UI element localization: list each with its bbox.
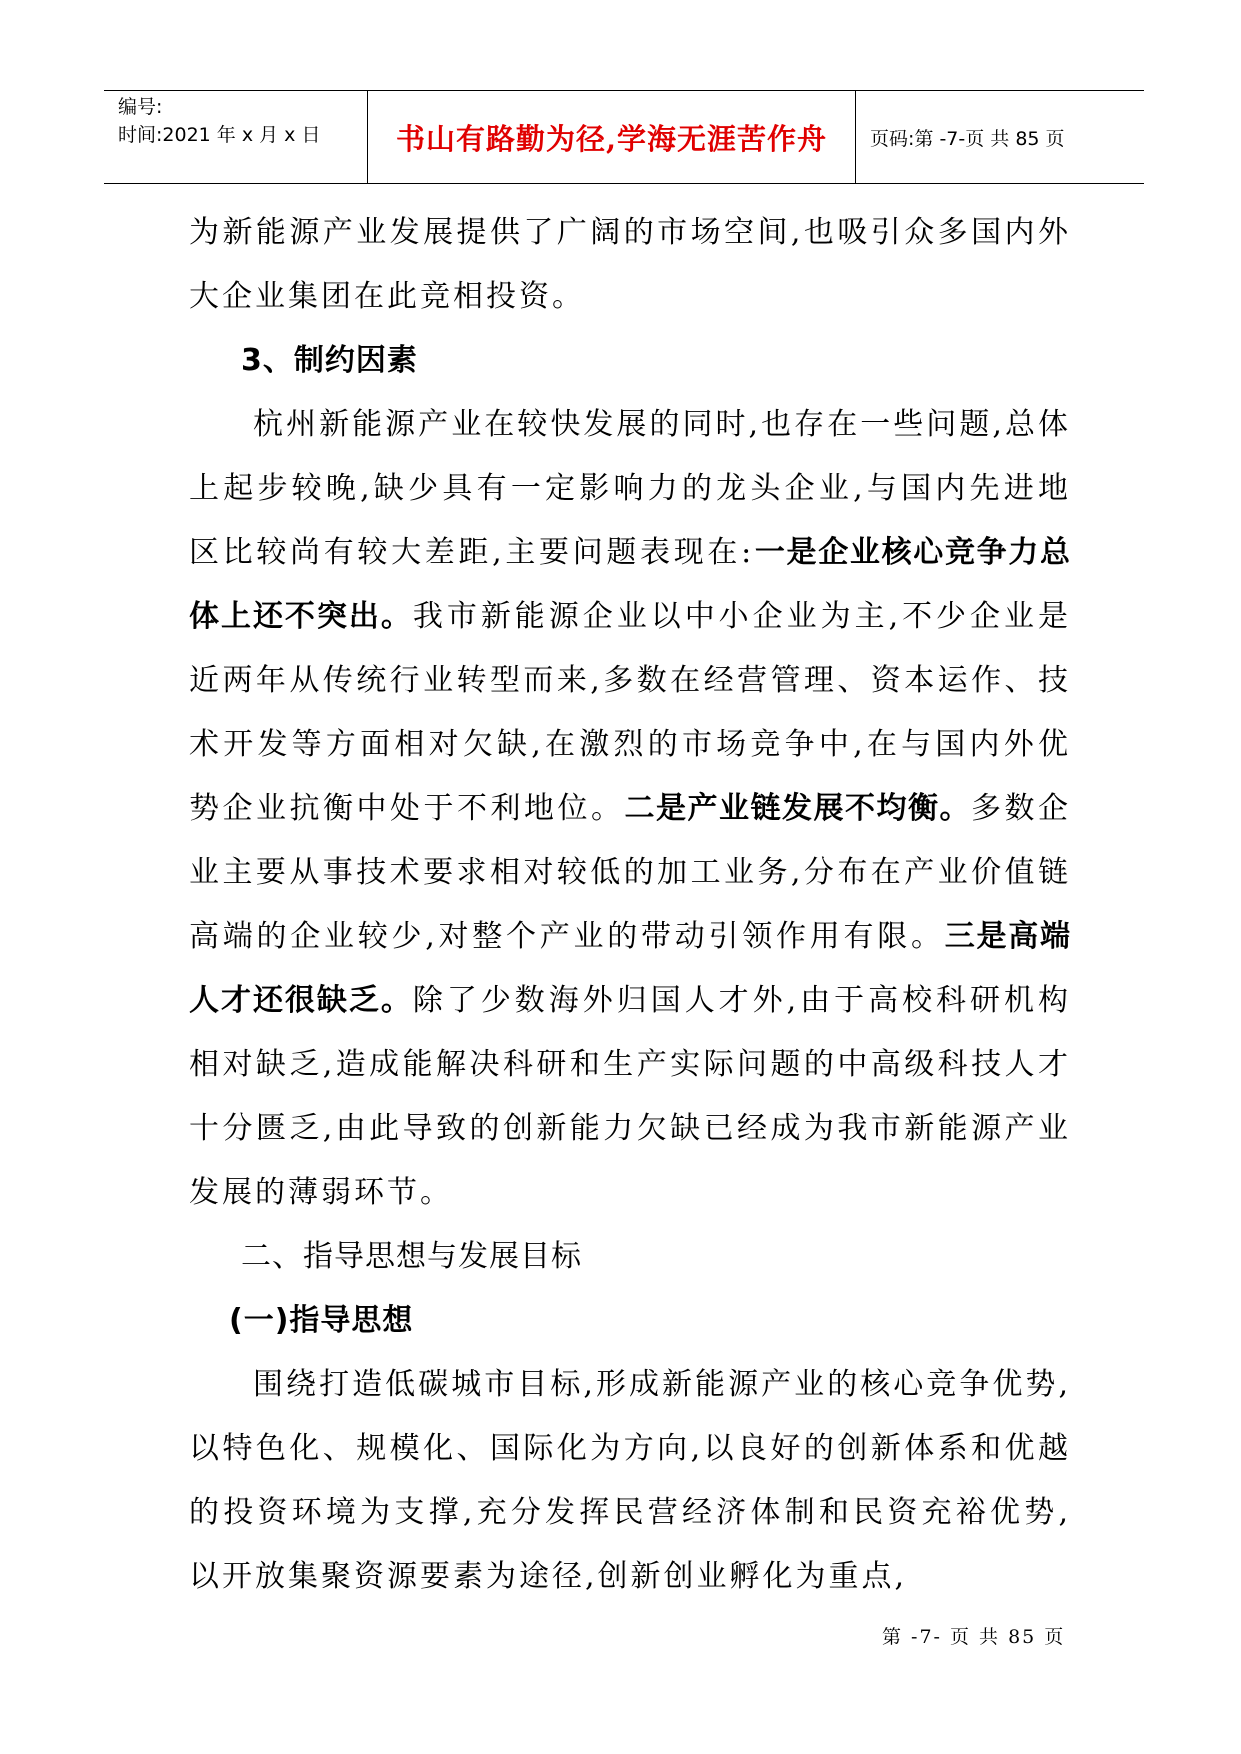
time-label: 时间:2021 年 x 月 x 日 — [118, 124, 321, 146]
constraint-point-2: 二是产业链发展不均衡。 — [624, 791, 971, 826]
serial-label: 编号: — [118, 96, 163, 118]
paragraph-guiding-ideology: 围绕打造低碳城市目标,形成新能源产业的核心竞争优势,以特色化、规模化、国际化为方向,以良好的创新体系和优越的投资环境为支撑,充分发挥民营经济体制和民资充裕优势,以开放集聚资源要素为途径,创新创业孵化为重点, — [189, 1367, 1071, 1594]
heading-section-2: 二、指导思想与发展目标 — [241, 1239, 582, 1274]
header-page-code: 页码:第 -7-页 共 85 页 — [870, 127, 1065, 150]
header-motto: 书山有路勤为径,学海无涯苦作舟 — [395, 121, 828, 156]
paragraph-continuation: 为新能源产业发展提供了广阔的市场空间,也吸引众多国内外大企业集团在此竞相投资。 — [189, 215, 1071, 314]
heading-guiding-ideology: (一)指导思想 — [229, 1303, 414, 1338]
header-meta — [104, 91, 368, 183]
constraint-text-2: 多数企业主要从事技术要求相对较低的加工业务,分布在产业价值链高端的企业较少,对整个产业的带动引领作用有限。 — [189, 791, 1071, 954]
paragraph-constraints — [189, 393, 1071, 1225]
constraint-text-1: 我市新能源企业以中小企业为主,不少企业是近两年从传统行业转型而来,多数在经营管理、资本运作、技术开发等方面相对欠缺,在激烈的市场竞争中,在与国内外优势企业抗衡中处于不利地位。 — [189, 599, 1071, 826]
document-header — [104, 90, 1144, 184]
heading-constraints: 3、制约因素 — [241, 343, 418, 378]
constraint-text-3: 除了少数海外归国人才外,由于高校科研机构相对缺乏,造成能解决科研和生产实际问题的中高级科技人才十分匮乏,由此导致的创新能力欠缺已经成为我市新能源产业发展的薄弱环节。 — [189, 983, 1071, 1210]
constraint-point-1: 一是企业核心竞争力总体上还不突出。 — [189, 535, 1071, 634]
document-body — [189, 201, 1071, 1609]
header-motto-cell — [368, 91, 856, 183]
constraint-point-3: 三是高端人才还很缺乏。 — [189, 919, 1071, 1018]
page-footer: 第 -7- 页 共 85 页 — [882, 1626, 1066, 1648]
header-page-cell — [856, 91, 1144, 183]
constraints-intro: 杭州新能源产业在较快发展的同时,也存在一些问题,总体上起步较晚,缺少具有一定影响力的龙头企业,与国内先进地区比较尚有较大差距,主要问题表现在: — [189, 407, 1071, 570]
